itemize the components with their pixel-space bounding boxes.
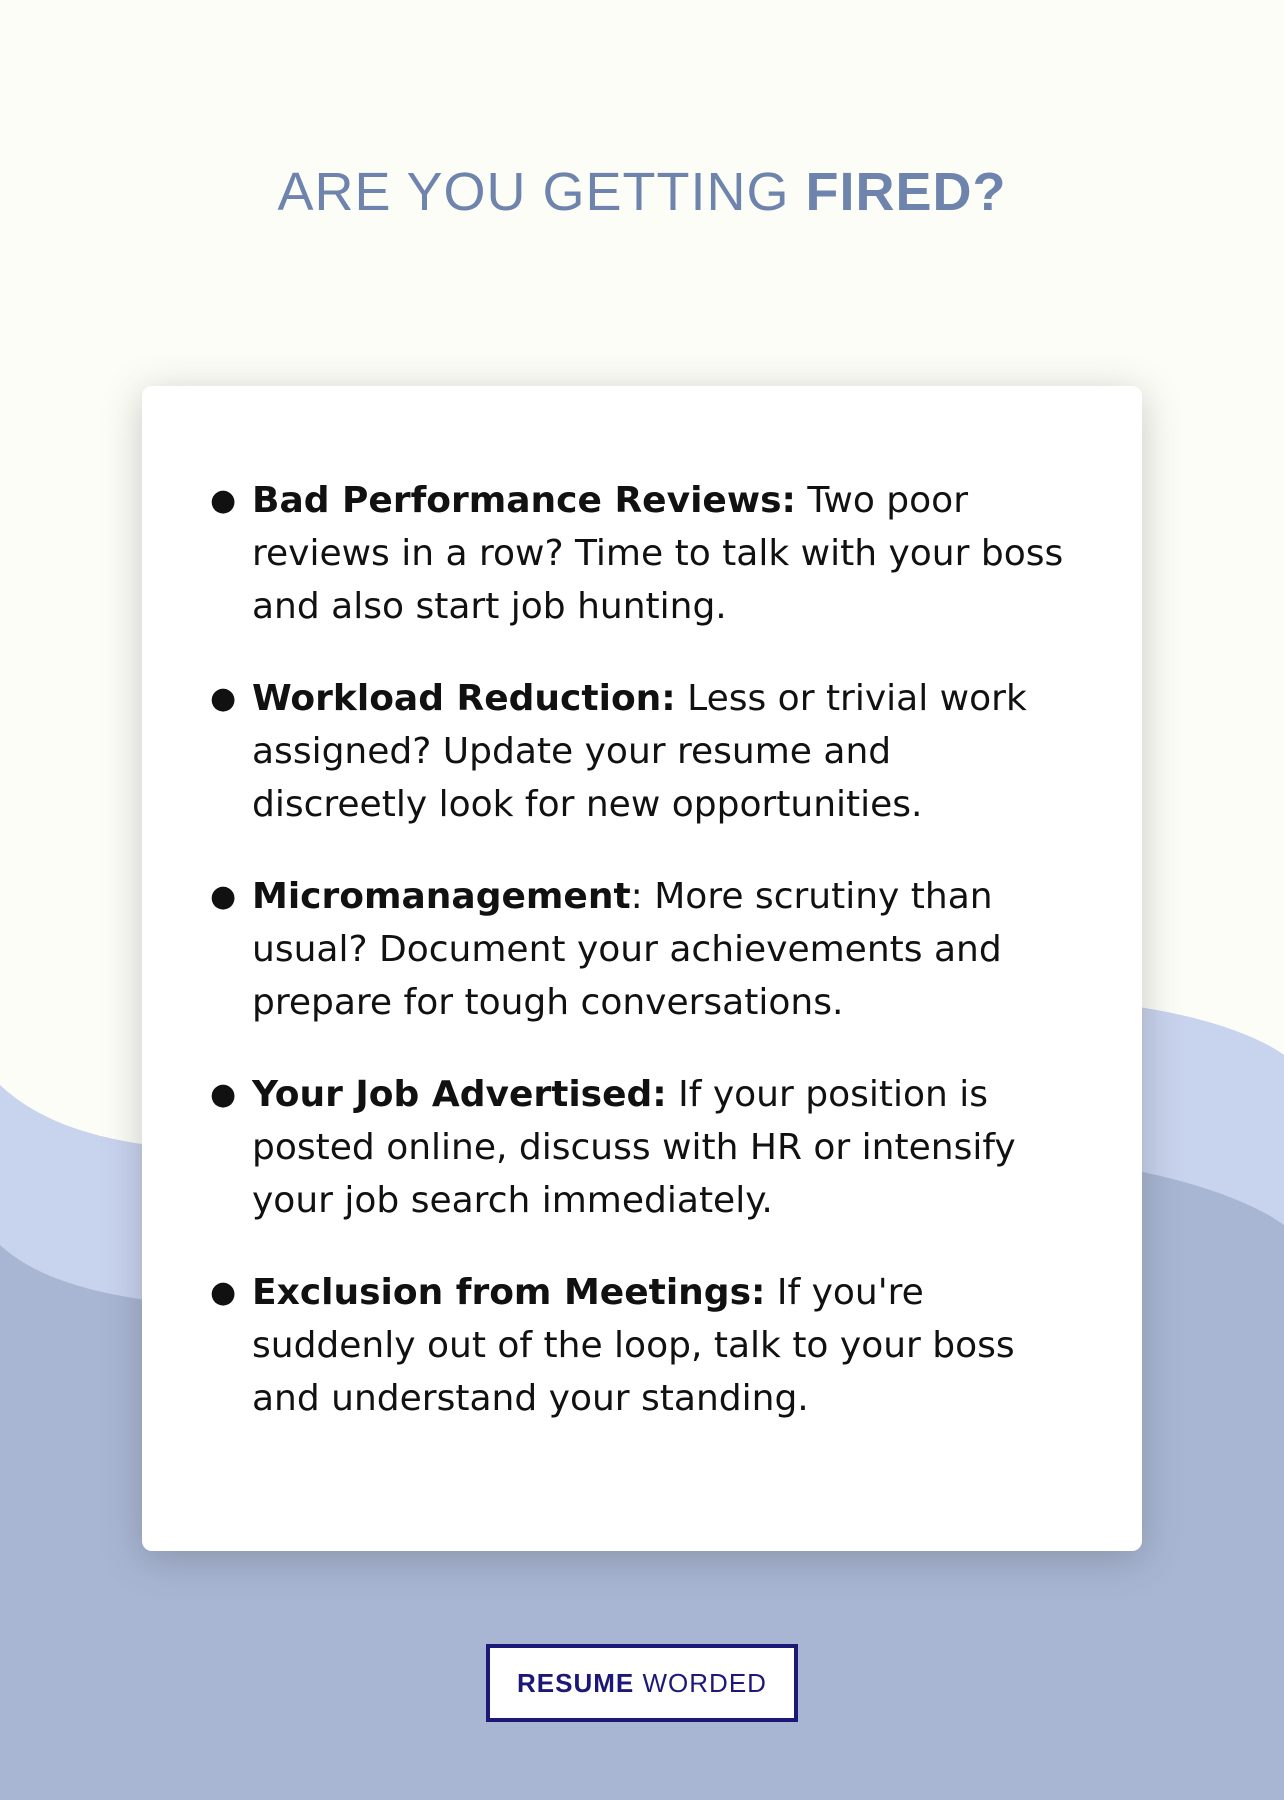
tip-item [210,870,1072,1029]
bullet-icon: ● [210,483,237,518]
title-light: ARE YOU GETTING [277,162,806,222]
tip-item [210,672,1072,831]
tip-term: Bad Performance Reviews: [252,480,796,521]
tips-list [210,474,1072,1425]
tip-text: Two poor reviews in a row? Time to talk with your boss and also start job hunting. [252,480,1064,627]
page-title [0,160,1284,224]
bullet-icon: ● [210,1275,237,1310]
tip-text: If you're suddenly out of the loop, talk to your boss and understand your standing. [252,1272,1015,1419]
brand-light-text: WORDED [634,1668,767,1698]
brand-bold-text: RESUME [517,1668,635,1698]
tips-card [142,386,1142,1551]
tip-item [210,474,1072,633]
tip-item [210,1266,1072,1425]
title-bold: FIRED? [805,162,1007,222]
tip-term: Your Job Advertised: [252,1074,667,1115]
tip-item [210,1068,1072,1227]
bullet-icon: ● [210,879,237,914]
tip-term: Workload Reduction: [252,678,676,719]
tip-text: : More scrutiny than usual? Document your achievements and prepare for tough conversations. [252,876,1002,1023]
tip-text: Less or trivial work assigned? Update your resume and discreetly look for new opportunities. [252,678,1027,825]
bullet-icon: ● [210,681,237,716]
tip-text: If your position is posted online, discuss with HR or intensify your job search immediately. [252,1074,1016,1221]
brand-logo [486,1644,798,1722]
bullet-icon: ● [210,1077,237,1112]
tip-term: Exclusion from Meetings: [252,1272,766,1313]
tip-term: Micromanagement [252,876,631,917]
